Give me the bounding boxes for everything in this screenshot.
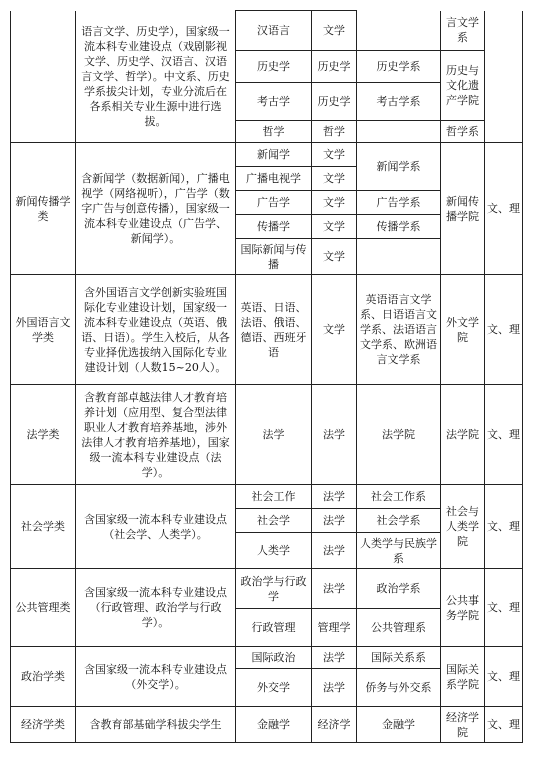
category-cell: 公共管理类 (11, 569, 76, 647)
major-cell: 金融学 (236, 707, 312, 743)
major-cell: 社会工作 (236, 485, 312, 509)
category-cell (11, 11, 76, 143)
department-cell: 社会学系 (357, 509, 441, 533)
college-cell: 历史与文化遗产学院 (441, 51, 485, 121)
department-cell (357, 239, 441, 275)
major-cell: 历史学 (236, 51, 312, 83)
department-cell: 社会工作系 (357, 485, 441, 509)
discipline-cell: 法学 (312, 569, 357, 609)
discipline-cell: 法学 (312, 647, 357, 669)
description-cell: 含新闻学（数据新闻），广播电视学（网络视听），广告学（数字广告与创意传播），国家级一流本科专业建设点（广告学、新闻学）。 (76, 143, 236, 275)
department-cell (357, 121, 441, 143)
college-cell: 哲学系 (441, 121, 485, 143)
description-cell: 含教育部卓越法律人才教育培养计划（应用型、复合型法律职业人才教育培养基地，涉外法律人才教育培养基地），国家级一流本科专业建设点（法学）。 (76, 385, 236, 485)
department-cell: 历史学系 (357, 51, 441, 83)
major-cell: 国际政治 (236, 647, 312, 669)
description-cell: 含外国语言文学创新实验班国际化专业建设计划，国家级一流本科专业建设点（英语、俄语、日语）。学生入校后，从各专业择优选拔纳入国际化专业建设计划（人数15~20人）。 (76, 275, 236, 385)
discipline-cell: 文学 (312, 11, 357, 51)
discipline-cell: 经济学 (312, 707, 357, 743)
department-cell: 政治学系 (357, 569, 441, 609)
discipline-cell: 文学 (312, 215, 357, 239)
college-cell: 法学院 (441, 385, 485, 485)
college-cell: 新闻传播学院 (441, 143, 485, 275)
department-cell: 英语语言文学系、日语语言文学系、法语语言文学系、欧洲语言文学系 (357, 275, 441, 385)
major-cell: 人类学 (236, 533, 312, 569)
major-cell: 哲学 (236, 121, 312, 143)
category-cell: 社会学类 (11, 485, 76, 569)
description-cell: 含教育部基础学科拔尖学生 (76, 707, 236, 743)
subjects-cell: 文、理 (485, 385, 523, 485)
department-cell: 侨务与外交系 (357, 669, 441, 707)
major-cell: 广告学 (236, 191, 312, 215)
subjects-cell: 文、理 (485, 647, 523, 707)
college-cell: 公共事务学院 (441, 569, 485, 647)
description-cell: 含国家级一流本科专业建设点（外交学）。 (76, 647, 236, 707)
college-cell: 经济学院 (441, 707, 485, 743)
subjects-cell: 文、理 (485, 275, 523, 385)
discipline-cell: 文学 (312, 167, 357, 191)
category-cell: 政治学类 (11, 647, 76, 707)
major-cell: 国际新闻与传播 (236, 239, 312, 275)
department-cell: 考古学系 (357, 83, 441, 121)
discipline-cell: 法学 (312, 533, 357, 569)
category-cell: 外国语言文学类 (11, 275, 76, 385)
discipline-cell: 历史学 (312, 51, 357, 83)
college-cell: 社会与人类学院 (441, 485, 485, 569)
department-cell (357, 11, 441, 51)
majors-table (10, 10, 523, 743)
college-cell: 国际关系学院 (441, 647, 485, 707)
category-cell: 经济学类 (11, 707, 76, 743)
department-cell: 传播学系 (357, 215, 441, 239)
category-cell: 新闻传播学类 (11, 143, 76, 275)
college-cell: 外文学院 (441, 275, 485, 385)
subjects-cell (485, 11, 523, 143)
discipline-cell: 文学 (312, 143, 357, 167)
department-cell: 人类学与民族学系 (357, 533, 441, 569)
department-cell: 公共管理系 (357, 609, 441, 647)
discipline-cell: 文学 (312, 239, 357, 275)
department-cell: 金融学 (357, 707, 441, 743)
college-cell: 言文学系 (441, 11, 485, 51)
major-cell: 外交学 (236, 669, 312, 707)
discipline-cell: 文学 (312, 275, 357, 385)
major-cell: 广播电视学 (236, 167, 312, 191)
description-cell: 含国家级一流本科专业建设点（行政管理、政治学与行政学）。 (76, 569, 236, 647)
department-cell: 国际关系系 (357, 647, 441, 669)
department-cell: 新闻学系 (357, 143, 441, 191)
subjects-cell: 文、理 (485, 707, 523, 743)
subjects-cell: 文、理 (485, 569, 523, 647)
department-cell: 广告学系 (357, 191, 441, 215)
discipline-cell: 法学 (312, 385, 357, 485)
discipline-cell: 文学 (312, 191, 357, 215)
department-cell: 法学院 (357, 385, 441, 485)
discipline-cell: 法学 (312, 509, 357, 533)
discipline-cell: 法学 (312, 669, 357, 707)
discipline-cell: 哲学 (312, 121, 357, 143)
major-cell: 社会学 (236, 509, 312, 533)
discipline-cell: 法学 (312, 485, 357, 509)
major-cell: 政治学与行政学 (236, 569, 312, 609)
description-cell: 语言文学、历史学），国家级一流本科专业建设点（戏剧影视文学、历史学、汉语言、汉语言文学、哲学）。中文系、历史学系拔尖计划，专业分流后在各系相关专业生源中进行选拔。 (76, 11, 236, 143)
major-cell: 新闻学 (236, 143, 312, 167)
subjects-cell: 文、理 (485, 485, 523, 569)
discipline-cell: 管理学 (312, 609, 357, 647)
major-cell: 考古学 (236, 83, 312, 121)
discipline-cell: 历史学 (312, 83, 357, 121)
subjects-cell: 文、理 (485, 143, 523, 275)
major-cell: 传播学 (236, 215, 312, 239)
major-cell: 汉语言 (236, 11, 312, 51)
major-cell: 法学 (236, 385, 312, 485)
major-cell: 英语、日语、法语、俄语、德语、西班牙语 (236, 275, 312, 385)
major-cell: 行政管理 (236, 609, 312, 647)
category-cell: 法学类 (11, 385, 76, 485)
description-cell: 含国家级一流本科专业建设点（社会学、人类学）。 (76, 485, 236, 569)
